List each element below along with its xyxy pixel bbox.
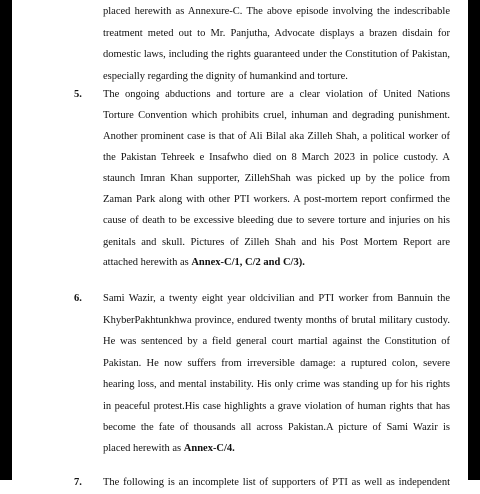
paragraph-6-line-5: hearing loss, and mental instability. His only crime was standing up for his rights <box>103 379 450 391</box>
paragraph-6-line-7: become the fate of thousands all across Pakistan.A picture of Sami Wazir is <box>103 422 450 433</box>
top-line-2: treatment meted out to Mr. Panjutha, Advocate displays a brazen disdain for <box>103 27 450 39</box>
top-line-4: especially regarding the dignity of humankind and torture. <box>103 70 348 82</box>
paragraph-5-line-2: Torture Convention which prohibits cruel, inhuman and degrading punishment. <box>103 110 450 121</box>
paragraph-5-number: 5. <box>74 88 82 100</box>
paragraph-6-line-8: placed herewith as Annex-C/4. <box>103 443 235 455</box>
annex-c1-c3-reference: Annex-C/1, C/2 and C/3). <box>191 257 305 269</box>
paragraph-5-line-9: attached herewith as Annex-C/1, C/2 and C/3). <box>103 257 305 269</box>
left-scan-border <box>0 0 12 480</box>
paragraph-6-line-3: He was sentenced by a field general court martial against the Constitution of <box>103 336 450 348</box>
paragraph-5-line-4: the Pakistan Tehreek e Insafwho died on 8 March 2023 in police custody. A <box>103 152 450 163</box>
right-scan-border <box>468 0 480 480</box>
paragraph-7-number: 7. <box>74 476 82 488</box>
top-line-3: domestic laws, including the rights guaranteed under the Constitution of Pakistan, <box>103 49 450 61</box>
paragraph-5-line-1: The ongoing abductions and torture are a clear violation of United Nations <box>103 88 450 100</box>
paragraph-6-line-4: Pakistan. He now suffers from irreversible damage: a ruptured colon, severe <box>103 357 450 369</box>
paragraph-6-number: 6. <box>74 292 82 304</box>
paragraph-5-line-7: cause of death to be excessive bleeding due to severe torture and injuries on his <box>103 215 450 227</box>
paragraph-5-line-5: staunch Imran Khan supporter, ZillehShah was picked up by the police from <box>103 173 450 185</box>
paragraph-7-line-1: The following is an incomplete list of supporters of PTI as well as independent <box>103 476 450 488</box>
document-page <box>12 0 468 488</box>
paragraph-6-line-2: KhyberPakhtunkhwa province, endured twenty months of brutal military custody. <box>103 314 450 326</box>
top-line-1: placed herewith as Annexure-C. The above episode involving the indescribable <box>103 6 450 18</box>
paragraph-5-line-3: Another prominent case is that of Ali Bilal aka Zilleh Shah, a political worker of <box>103 131 450 143</box>
paragraph-5-line-8: genitals and skull. Pictures of Zilleh Shah and his Post Mortem Report are <box>103 236 450 248</box>
paragraph-6-line-6: in peaceful protest.His case highlights a grave violation of human rights that has <box>103 400 450 412</box>
paragraph-6-line-1: Sami Wazir, a twenty eight year oldcivilian and PTI worker from Bannuin the <box>103 292 450 304</box>
annex-c4-reference: Annex-C/4. <box>183 443 235 455</box>
paragraph-5-line-6: Zaman Park along with other PTI workers. A post-mortem report confirmed the <box>103 194 450 205</box>
